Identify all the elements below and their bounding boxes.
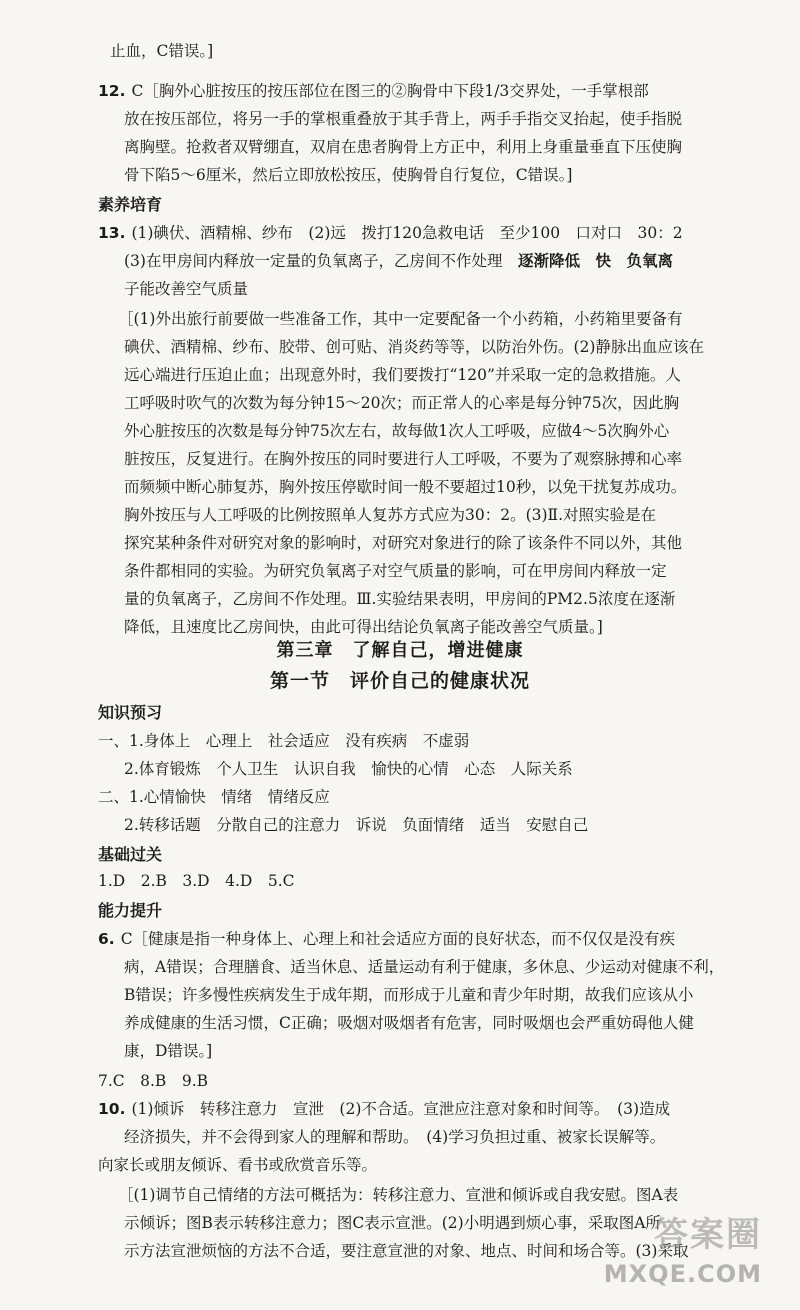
text-line: 探究某种条件对研究对象的影响时，对研究对象进行的除了该条件不同以外，其他 xyxy=(124,534,683,552)
section-heading: 能力提升 xyxy=(98,901,163,920)
text-line: 2.体育锻炼 个人卫生 认识自我 愉快的心情 心态 人际关系 xyxy=(124,760,573,778)
text-line: 碘伏、酒精棉、纱布、胶带、创可贴、消炎药等等，以防治外伤。(2)静脉出血应该在 xyxy=(124,338,704,356)
question-number: 10. xyxy=(98,1100,126,1118)
text-line: B错误；许多慢性疾病发生于成年期，而形成于儿童和青少年时期，故我们应该从小 xyxy=(124,986,694,1004)
text-line: 降低，且速度比乙房间快，由此可得出结论负氧离子能改善空气质量。] xyxy=(124,618,603,636)
text-line: C［胸外心脏按压的按压部位在图三的②胸骨中下段1/3交界处，一手掌根部 xyxy=(131,82,649,100)
watermark-text: 答案圈 xyxy=(654,1215,762,1255)
text-line: C［健康是指一种身体上、心理上和社会适应方面的良好状态，而不仅仅是没有疾 xyxy=(120,930,676,948)
text-line: 远心端进行压迫止血；出现意外时，我们要拨打“120”并采取一定的急救措施。人 xyxy=(124,366,681,384)
text-line: 量的负氧离子，乙房间不作处理。Ⅲ.实验结果表明，甲房间的PM2.5浓度在逐渐 xyxy=(124,590,676,608)
text-line: 一、1.身体上 心理上 社会适应 没有疾病 不虚弱 xyxy=(98,732,470,750)
section-heading: 素养培育 xyxy=(98,195,163,214)
text-line: 外心脏按压的次数是每分钟75次左右，故每做1次人工呼吸，应做4～5次胸外心 xyxy=(124,422,670,440)
question-number: 6. xyxy=(98,930,115,948)
text-line: 康，D错误。] xyxy=(124,1042,213,1060)
text-line: 养成健康的生活习惯，C正确；吸烟对吸烟者有危害，同时吸烟也会严重妨碍他人健 xyxy=(124,1014,694,1032)
question-12 xyxy=(98,78,752,104)
text-line: 离胸壁。抢救者双臂绷直，双肩在患者胸骨上方正中，利用上身重量垂直下压使胸 xyxy=(124,138,683,156)
text-line xyxy=(124,248,752,274)
text-line: ［(1)调节自己情绪的方法可概括为：转移注意力、宣泄和倾诉或自我安慰。图A表 xyxy=(118,1186,679,1204)
text-segment: 逐渐降低 快 负氧离 xyxy=(517,252,673,270)
question-number: 12. xyxy=(98,82,126,100)
question-10 xyxy=(98,1096,752,1122)
question-13 xyxy=(98,220,752,246)
answer-line: 1.D 2.B 3.D 4.D 5.C xyxy=(98,872,295,890)
text-line: 放在按压部位，将另一手的掌根重叠放于其手背上，两手手指交叉抬起，使手指脱 xyxy=(124,110,683,128)
watermark-url: MXQE.COM xyxy=(603,1260,762,1288)
text-line: 而频频中断心肺复苏，胸外按压停歇时间一般不要超过10秒，以免干扰复苏成功。 xyxy=(124,478,687,496)
text-line: 子能改善空气质量 xyxy=(124,280,249,298)
text-line: 二、1.心情愉快 情绪 情绪反应 xyxy=(98,788,330,806)
text-line: ［(1)外出旅行前要做一些准备工作，其中一定要配备一个小药箱，小药箱里要备有 xyxy=(118,310,683,328)
text-line: 工呼吸时吹气的次数为每分钟15～20次；而正常人的心率是每分钟75次，因此胸 xyxy=(124,394,680,412)
question-number: 13. xyxy=(98,224,126,242)
text-line: (1)碘伏、酒精棉、纱布 (2)远 拨打120急救电话 至少100 口对口 30：2 xyxy=(131,224,683,242)
text-line: 向家长或朋友倾诉、看书或欣赏音乐等。 xyxy=(98,1156,378,1174)
text-line: 脏按压，反复进行。在胸外按压的同时要进行人工呼吸，不要为了观察脉搏和心率 xyxy=(124,450,683,468)
text-line: 示倾诉；图B表示转移注意力；图C表示宣泄。(2)小明遇到烦心事，采取图A所 xyxy=(124,1214,661,1232)
text-line: 止血，C错误。] xyxy=(110,42,214,60)
watermark-logo xyxy=(604,1210,784,1302)
text-line: 经济损失，并不会得到家人的理解和帮助。 (4)学习负担过重、被家长误解等。 xyxy=(124,1128,666,1146)
section-title: 第一节 评价自己的健康状况 xyxy=(269,670,530,692)
text-line: 胸外按压与人工呼吸的比例按照单人复苏方式应为30：2。(3)Ⅱ.对照实验是在 xyxy=(124,506,657,524)
section-heading: 知识预习 xyxy=(98,703,163,722)
text-line: 条件都相同的实验。为研究负氧离子对空气质量的影响，可在甲房间内释放一定 xyxy=(124,562,667,580)
chapter-title: 第三章 了解自己，增进健康 xyxy=(276,640,524,661)
question-6 xyxy=(98,926,752,952)
answer-line: 7.C 8.B 9.B xyxy=(98,1072,209,1090)
text-line: 2.转移话题 分散自己的注意力 诉说 负面情绪 适当 安慰自己 xyxy=(124,816,589,834)
text-line: (1)倾诉 转移注意力 宣泄 (2)不合适。宣泄应注意对象和时间等。 (3)造成 xyxy=(131,1100,671,1118)
text-line: 病，A错误；合理膳食、适当休息、适量运动有利于健康，多休息、少运动对健康不利， xyxy=(124,958,725,976)
text-line: 示方法宣泄烦恼的方法不合适，要注意宣泄的对象、地点、时间和场合等。(3)采取 xyxy=(124,1242,689,1260)
text-line: 骨下陷5～6厘米，然后立即放松按压，使胸骨自行复位，C错误。] xyxy=(124,166,573,184)
text-segment: (3)在甲房间内释放一定量的负氧离子，乙房间不作处理 xyxy=(124,252,503,270)
section-heading: 基础过关 xyxy=(98,845,163,864)
